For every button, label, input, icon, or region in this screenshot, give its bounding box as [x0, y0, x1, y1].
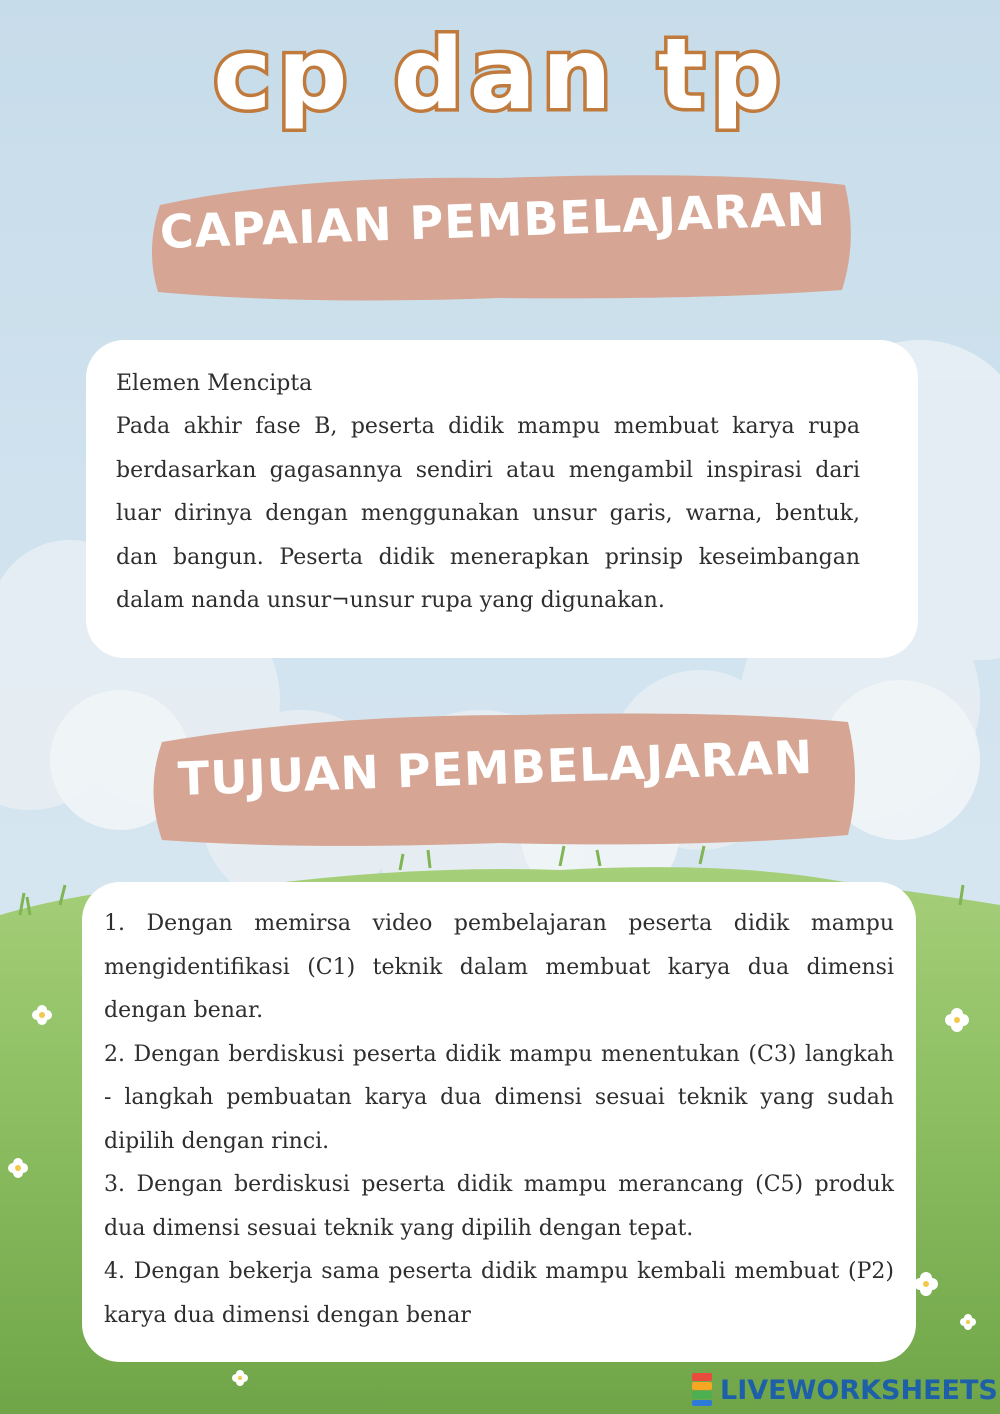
tujuan-item-4: 4. Dengan bekerja sama peserta didik mampu kembali membuat (P2) karya dua dimensi dengan benar	[104, 1259, 894, 1328]
liveworksheets-watermark	[690, 1372, 998, 1408]
capaian-body: Pada akhir fase B, peserta didik mampu membuat karya rupa berdasarkan gagasannya sendiri atau mengambil inspirasi dari luar dirinya dengan menggunakan unsur garis, warna, bentuk, dan bangun. Peserta didik menerapkan prinsip keseimbangan dalam nanda unsur¬unsur rupa yang digunakan.	[116, 414, 860, 613]
capaian-card	[86, 340, 918, 658]
liveworksheets-text: LIVEWORKSHEETS	[720, 1374, 998, 1406]
tujuan-item-3: 3. Dengan berdiskusi peserta didik mampu merancang (C5) produk dua dimensi sesuai teknik yang dipilih dengan tepat.	[104, 1172, 894, 1241]
banner-capaian-label: CAPAIAN PEMBELAJARAN	[159, 181, 827, 259]
page-title: cp dan tp	[213, 18, 787, 132]
tujuan-card	[82, 882, 916, 1362]
capaian-heading: Elemen Mencipta	[116, 371, 313, 396]
liveworksheets-icon	[690, 1373, 716, 1407]
tujuan-item-2: 2. Dengan berdiskusi peserta didik mampu menentukan (C3) langkah - langkah pembuatan karya dua dimensi sesuai teknik yang sudah dipilih dengan rinci.	[104, 1041, 894, 1154]
banner-tujuan-label: TUJUAN PEMBELAJARAN	[177, 729, 815, 806]
tujuan-item-1: 1. Dengan memirsa video pembelajaran peserta didik mampu mengidentifikasi (C1) teknik dalam membuat karya dua dimensi dengan benar.	[104, 911, 894, 1023]
